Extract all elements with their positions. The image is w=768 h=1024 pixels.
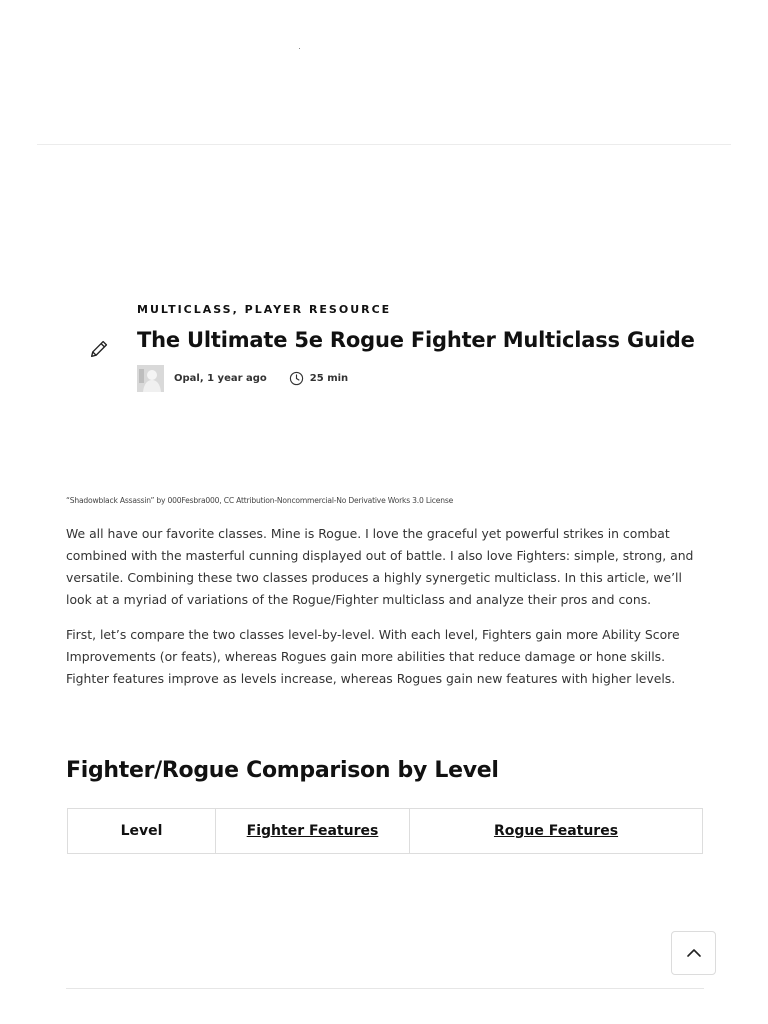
comparison-table <box>67 808 703 854</box>
rogue-features-link[interactable]: Rogue Features <box>493 823 619 839</box>
table-header-row <box>68 809 703 854</box>
post-header <box>137 302 697 392</box>
read-time: 25 min <box>309 372 349 384</box>
pencil-icon <box>88 338 110 360</box>
column-header-rogue <box>410 809 703 854</box>
post-categories <box>137 302 697 318</box>
post-meta <box>137 364 697 392</box>
header-speck <box>299 48 300 49</box>
article-body <box>66 523 706 703</box>
section-heading: Fighter/Rogue Comparison by Level <box>66 758 499 783</box>
category-link-multiclass[interactable]: MULTICLASS <box>137 303 233 316</box>
author-and-date[interactable]: Opal, 1 year ago <box>174 372 267 384</box>
clock-icon <box>289 371 304 386</box>
image-credit: “Shadowblack Assassin” by 000Fesbra000, CC Attribution-Noncommercial-No Derivative Works 3.0 License <box>66 496 454 505</box>
fighter-features-link[interactable]: Fighter Features <box>246 823 379 839</box>
category-link-player-resource[interactable]: PLAYER RESOURCE <box>244 303 392 316</box>
author-avatar[interactable] <box>137 365 164 392</box>
post-title: The Ultimate 5e Rogue Fighter Multiclass Guide <box>137 328 695 352</box>
category-separator: , <box>232 303 239 316</box>
avatar-image <box>137 365 164 392</box>
column-header-level: Level <box>68 809 216 854</box>
chevron-up-icon <box>685 944 703 962</box>
column-header-fighter <box>216 809 410 854</box>
header-divider <box>37 144 731 145</box>
paragraph-comparison: First, let’s compare the two classes level-by-level. With each level, Fighters gain more Ability Score Improvements (or feats), whereas Rogues gain more abilities that reduce damage or hone skills. Fighter features improve as levels increase, whereas Rogues gain new features with higher levels. <box>66 627 680 686</box>
content-divider <box>66 988 704 989</box>
scroll-to-top-button[interactable] <box>671 931 716 975</box>
paragraph-intro: We all have our favorite classes. Mine is Rogue. I love the graceful yet powerful strikes in combat combined with the masterful cunning displayed out of battle. I also love Fighters: simple, strong, and versatile. Combining these two classes produces a highly synergetic multiclass. In this article, we’ll look at a myriad of variations of the Rogue/Fighter multiclass and analyze their pros and cons. <box>66 526 694 607</box>
